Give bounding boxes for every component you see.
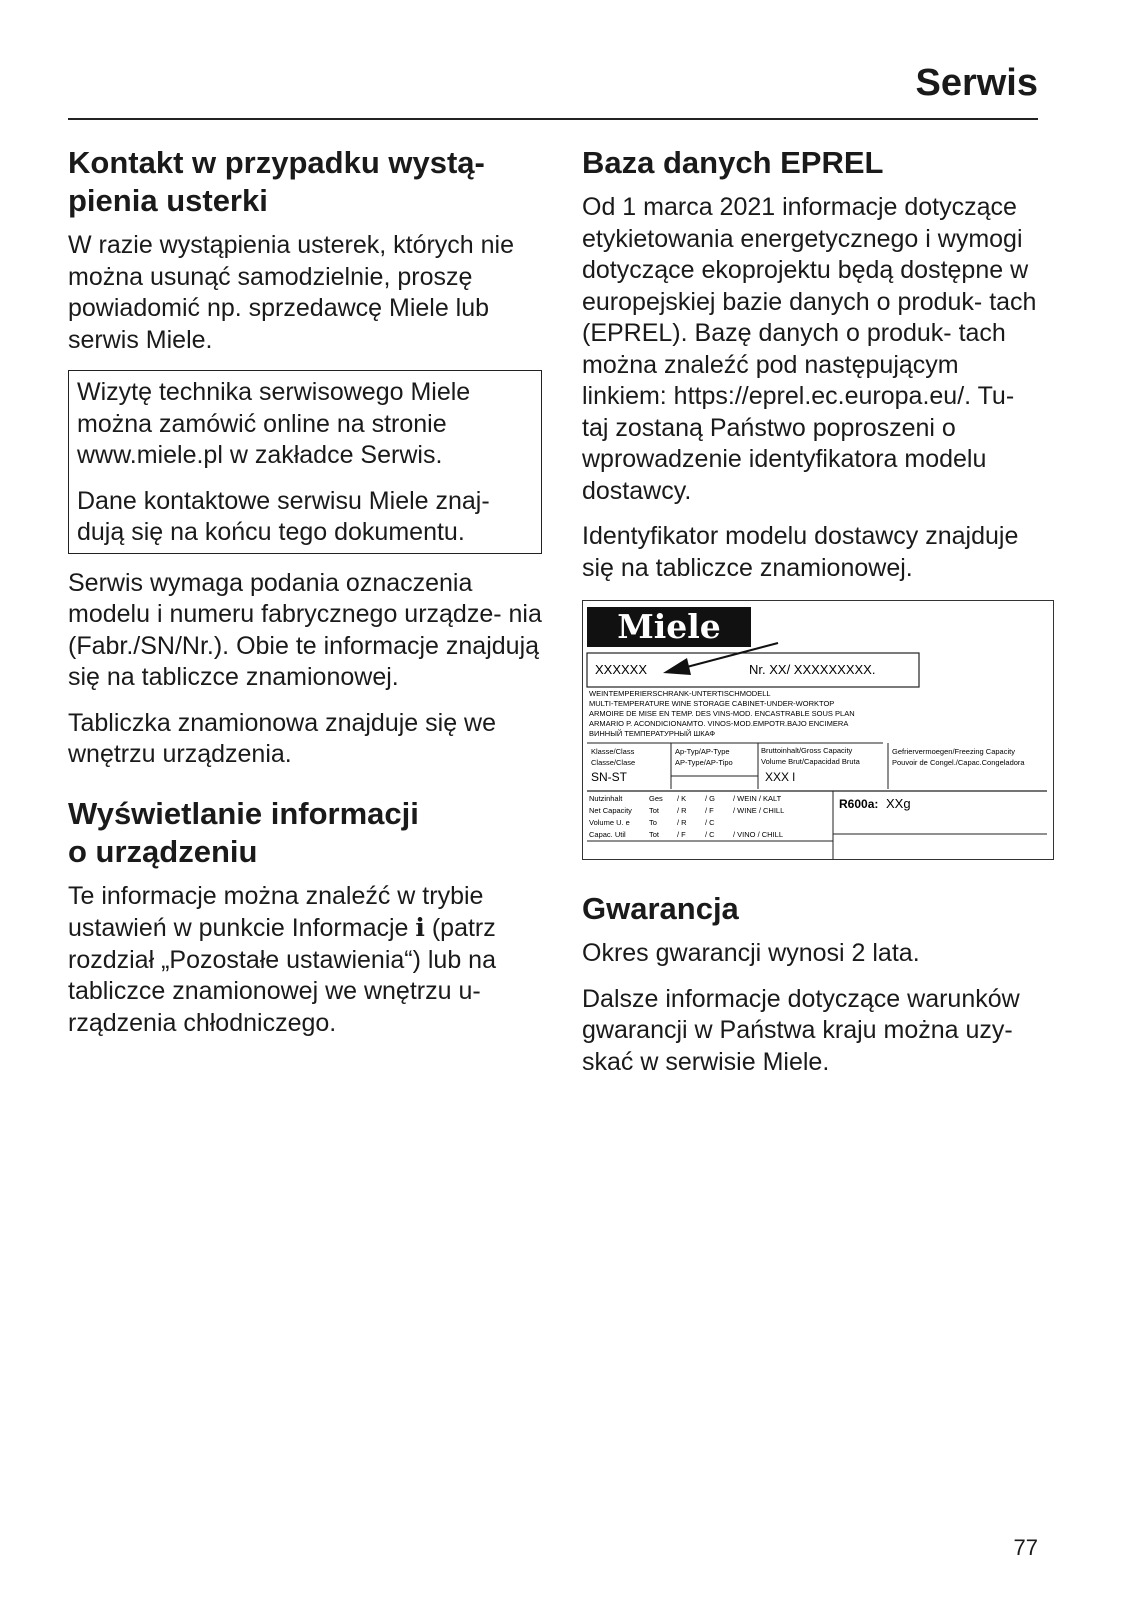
net-cell: Volume U. e [589,818,630,827]
nameplate-svg [583,601,1053,859]
freezing-capacity-label: Pouvoir de Congel./Capac.Congeladora [892,758,1025,767]
heading-line: Kontakt w przypadku wystą- [68,145,485,180]
net-cell: / WINE / CHILL [733,806,785,815]
net-cell: / WEIN / KALT [733,794,782,803]
header-divider [68,118,1038,120]
right-column [582,144,1042,1092]
freezing-capacity-label: Gefriervermoegen/Freezing Capacity [892,747,1015,756]
net-cell: / F [677,830,686,839]
net-cell: / G [705,794,716,803]
paragraph: Okres gwarancji wynosi 2 lata. [582,939,920,967]
class-label: Klasse/Class [591,747,635,756]
gross-capacity-value: XXX l [765,770,796,784]
net-cell: To [649,818,657,827]
left-column [68,144,542,1053]
paragraph: W razie wystąpienia usterek, których nie można usunąć samodzielnie, proszę powiadomić np. sprzedawcę Miele lub serwis Miele. [68,231,515,354]
net-cell: / VINO / CHILL [733,830,784,839]
net-cell: / K [677,794,687,803]
gross-capacity-label: Bruttoinhalt/Gross Capacity [761,746,853,755]
ap-type-label: AP-Type/AP-Tipo [675,758,733,767]
paragraph: Serwis wymaga podania oznaczenia modelu i numeru fabrycznego urządze- nia (Fabr./SN/Nr.). Obie te informacje znajdują się na tabliczce znamionowej. [68,568,542,691]
net-cell: Tot [649,806,660,815]
net-cell: / C [705,818,715,827]
paragraph: Od 1 marca 2021 informacje dotyczące etykietowania energetycznego i wymogi dotyczące ekoprojektu będą dostępne w europejskiej bazie danych o produk- tach (EPREL). Bazę danych o produk- tach można znaleźć pod następującym linkiem: https://eprel.ec.europa.eu/. Tu- taj zostaną Państwo poproszeni o wprowadzenie identyfikatora modelu dostawcy. [582,193,1037,505]
net-cell: Nutzinhalt [589,794,623,803]
plate-desc-line: MULTI-TEMPERATURE WINE STORAGE CABINET-UNDER-WORKTOP [589,699,835,708]
section-heading-warranty: Gwarancja [582,891,739,926]
heading-line: o urządzeniu [68,833,258,869]
nameplate-illustration [582,600,1054,860]
plate-desc-line: ARMARIO P. ACONDICIONAMTO. VINOS-MOD.EMPOTR.BAJO ENCIMERA [589,719,849,728]
arrow-head-icon [663,658,691,675]
serial-number: Nr. XX/ XXXXXXXXX. [749,662,876,677]
net-cell: / F [705,806,714,815]
net-cell: Tot [649,830,660,839]
plate-desc-line: ARMOIRE DE MISE EN TEMP. DES VINS-MOD. ENCASTRABLE SOUS PLAN [589,709,855,718]
info-icon: i [415,913,425,942]
section-heading-eprel: Baza danych EPREL [582,145,884,180]
note-paragraph: Wizytę technika serwisowego Miele można zamówić online na stronie www.miele.pl w zakładce Serwis. [77,378,471,469]
refrigerant-label: R600a: [839,797,879,811]
note-paragraph: Dane kontaktowe serwisu Miele znaj- dują się na końcu tego dokumentu. [77,486,490,546]
paragraph: Identyfikator modelu dostawcy znajduje się na tabliczce znamionowej. [582,522,1019,582]
paragraph [68,881,542,1040]
model-identifier: XXXXXX [595,662,648,677]
net-cell: / C [705,830,715,839]
service-note-box [68,370,542,554]
class-value: SN-ST [591,770,627,784]
refrigerant-value: XXg [886,796,911,811]
page-header-title: Serwis [915,62,1038,104]
net-cell: Capac. Util [589,830,626,839]
heading-line: pienia usterki [68,183,268,218]
plate-desc-line: WEINTEMPERIERSCHRANK-UNTERTISCHMODELL [589,689,771,698]
paragraph: Tabliczka znamionowa znajduje się we wnętrzu urządzenia. [68,708,497,768]
section-heading-fault-contact [68,144,542,220]
section-heading-device-info [68,795,542,871]
class-label: Classe/Clase [591,758,636,767]
ap-type-label: Ap-Typ/AP-Type [675,747,730,756]
net-cell: Net Capacity [589,806,632,815]
paragraph: Dalsze informacje dotyczące warunków gwarancji w Państwa kraju można uzy- skać w serwisie Miele. [582,984,1020,1076]
gross-capacity-label: Volume Brut/Capacidad Bruta [761,757,860,766]
net-capacity-table [589,794,784,839]
net-cell: / R [677,818,687,827]
net-cell: Ges [649,794,663,803]
net-cell: / R [677,806,687,815]
miele-logo: Miele [617,607,721,646]
text-span: Te informacje można znaleźć w trybie ustawień w punkcie Informacje [68,881,484,942]
plate-desc-line: ВИННЫЙ ТЕМПЕРАТУРНЫЙ ШКАФ [589,729,716,738]
page-number: 77 [1013,1535,1038,1560]
text-span: (patrz rozdział „Pozostałe ustawienia“) lub na tabliczce znamionowej we wnętrzu u- rządzenia chłodniczego. [68,914,496,1037]
heading-line: Wyświetlanie informacji [68,795,419,831]
